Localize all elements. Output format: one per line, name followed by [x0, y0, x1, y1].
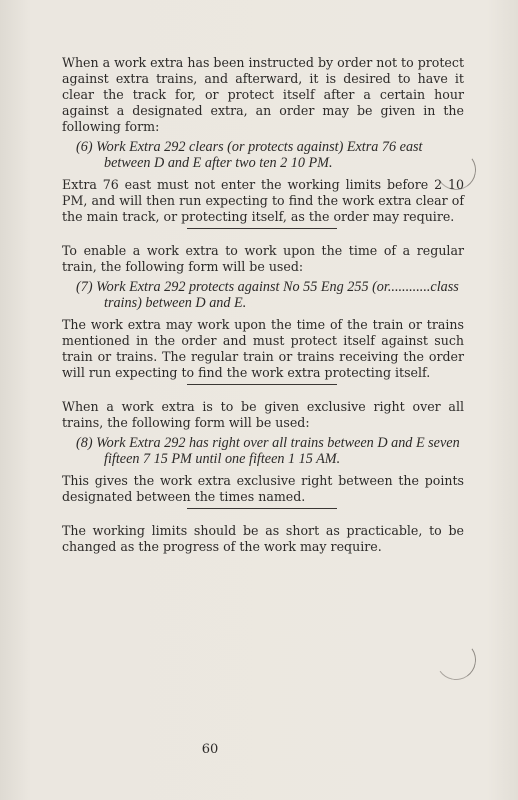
paragraph-working-limits: The working limits should be as short as practicable, to be changed as the progress of the work may require.: [62, 523, 464, 554]
divider-rule-3: [187, 508, 337, 509]
paragraph-extra-76: Extra 76 east must not enter the working limits before 2 10 PM, and will then run expecting to find the work extra clear of the main track, or protecting itself, as the order may require.: [62, 177, 464, 224]
page-body: [62, 55, 464, 555]
paragraph-regular-train: To enable a work extra to work upon the time of a regular train, the following form will be used:: [62, 243, 464, 274]
paragraph-gives-exclusive: This gives the work extra exclusive right between the points designated between the times named.: [62, 473, 464, 504]
paragraph-work-upon-time: The work extra may work upon the time of the train or trains mentioned in the order and must protect itself against such train or trains. The regular train or trains receiving the order will run expecting to find the work extra protecting itself.: [62, 317, 464, 380]
divider-rule-2: [187, 384, 337, 385]
binder-hole-bottom: [433, 637, 479, 683]
divider-rule-1: [187, 228, 337, 229]
page-number: 60: [201, 742, 219, 757]
paragraph-exclusive-right: When a work extra is to be given exclusive right over all trains, the following form will be used:: [62, 399, 464, 430]
form-6: (6) Work Extra 292 clears (or protects against) Extra 76 east between D and E after two ten 2 10 PM.: [76, 139, 423, 171]
form-7: (7) Work Extra 292 protects against No 55 Eng 255 (or............class trains) between D and E.: [76, 279, 459, 311]
paragraph-work-extra-clear: When a work extra has been instructed by order not to protect against extra trains, and afterward, it is desired to have it clear the track for, or protect itself after a certain hour against a designated extra, an order may be given in the following form:: [62, 55, 464, 134]
form-8: (8) Work Extra 292 has right over all trains between D and E seven fifteen 7 15 PM until one fifteen 1 15 AM.: [76, 435, 460, 467]
